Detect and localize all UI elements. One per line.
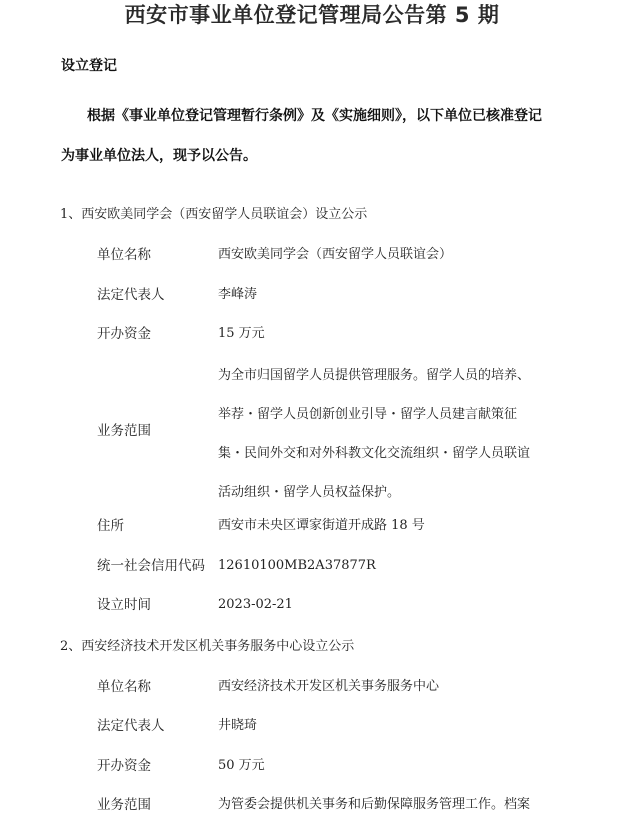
scope-line: 活动组织・留学人员权益保护。 — [218, 485, 401, 500]
scope-line: 集・民间外交和对外科教文化交流组织・留学人员联谊 — [218, 446, 531, 461]
entry-2-name-value: 西安经济技术开发区机关事务服务中心 — [218, 679, 440, 694]
entry-1-address-label: 住所 — [97, 518, 124, 534]
entry-1-capital-label: 开办资金 — [97, 326, 151, 342]
entry-2-capital-label: 开办资金 — [97, 758, 151, 774]
entry-2-capital-value: 50 万元 — [218, 758, 265, 773]
entry-1-heading: 1、西安欧美同学会（西安留学人员联谊会）设立公示 — [60, 207, 368, 222]
entry-1-capital-value: 15 万元 — [218, 326, 265, 341]
entry-1-rep-value: 李峰涛 — [218, 287, 258, 302]
scope-line: 举荐・留学人员创新创业引导・留学人员建言献策征 — [218, 407, 518, 422]
entry-2-heading: 2、西安经济技术开发区机关事务服务中心设立公示 — [60, 639, 355, 654]
entry-1-name-value: 西安欧美同学会（西安留学人员联谊会） — [218, 247, 453, 262]
entry-1-name-label: 单位名称 — [97, 247, 151, 263]
entry-1-address-value: 西安市未央区谭家街道开成路 18 号 — [218, 518, 425, 533]
entry-2-scope-label: 业务范围 — [97, 797, 151, 813]
entry-1-credit-label: 统一社会信用代码 — [97, 558, 205, 574]
entry-1-rep-label: 法定代表人 — [97, 287, 165, 303]
scope-line: 为全市归国留学人员提供管理服务。留学人员的培养、 — [218, 368, 531, 383]
entry-1-date-value: 2023-02-21 — [218, 597, 293, 612]
entry-2-scope-value: 为管委会提供机关事务和后勤保障服务管理工作。档案 — [218, 797, 531, 812]
intro-line-2: 为事业单位法人，现予以公告。 — [61, 148, 257, 164]
entry-1-date-label: 设立时间 — [97, 597, 151, 613]
intro-line-1: 根据《事业单位登记管理暂行条例》及《实施细则》，以下单位已核准登记 — [87, 108, 542, 124]
entry-1-credit-value: 12610100MB2A37877R — [218, 558, 376, 573]
entry-2-rep-label: 法定代表人 — [97, 718, 165, 734]
entry-1-scope-value — [218, 366, 568, 522]
entry-1-scope-label: 业务范围 — [97, 423, 151, 439]
document-title: 西安市事业单位登记管理局公告第 5 期 — [124, 3, 500, 27]
entry-2-rep-value: 井晓琦 — [218, 718, 258, 733]
entry-2-name-label: 单位名称 — [97, 679, 151, 695]
section-heading: 设立登记 — [61, 58, 117, 74]
